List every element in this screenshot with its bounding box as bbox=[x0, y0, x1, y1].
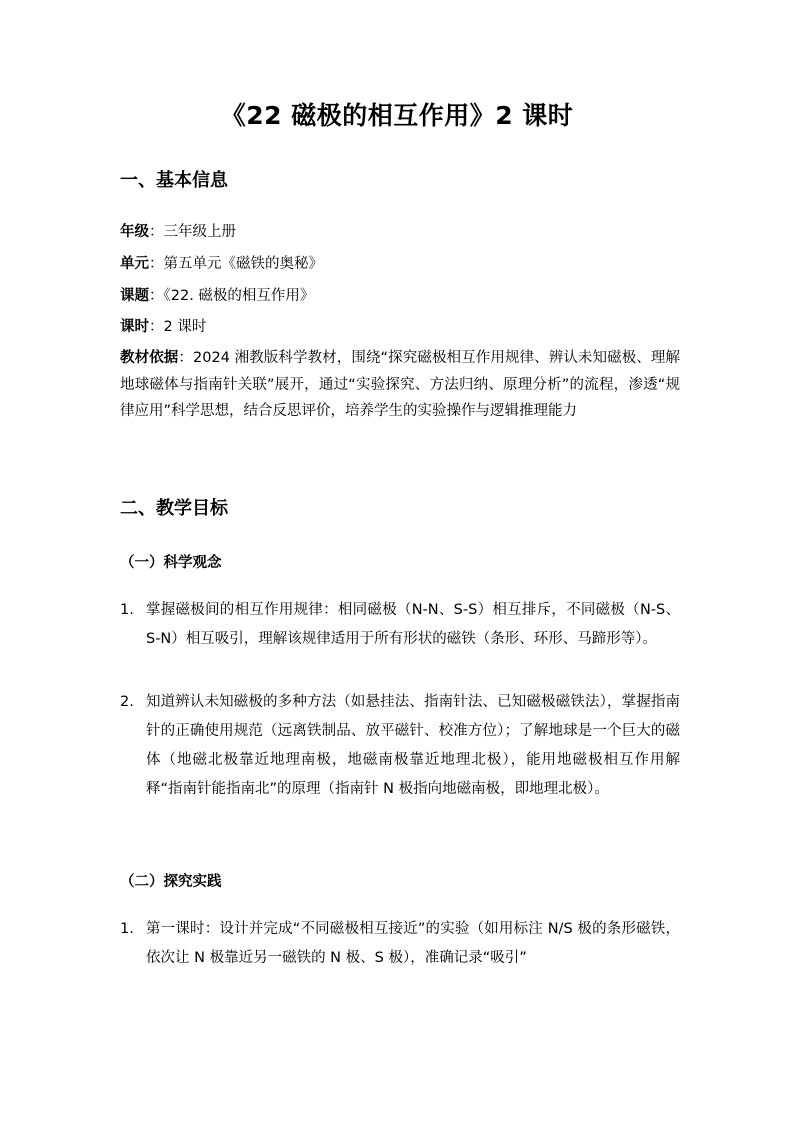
basis-label: 教材依据 bbox=[120, 350, 179, 366]
list-number: 1. bbox=[120, 921, 134, 937]
document-title: 《22 磁极的相互作用》2 课时 bbox=[220, 101, 574, 130]
grade-value: ：三年级上册 bbox=[149, 224, 236, 240]
hours-value: ：2 课时 bbox=[149, 319, 207, 335]
info-topic bbox=[120, 284, 680, 308]
subsection-heading-science-concepts: （一）科学观念 bbox=[120, 555, 222, 571]
list-item-concept-2 bbox=[120, 688, 680, 804]
list-item-concept-1 bbox=[120, 596, 680, 654]
list-number: 2. bbox=[120, 694, 134, 710]
list-text: 掌握磁极间的相互作用规律：相同磁极（N-N、S-S）相互排斥，不同磁极（N-S、S-N）相互吸引，理解该规律适用于所有形状的磁铁（条形、环形、马蹄形等）。 bbox=[146, 602, 680, 647]
section-heading-teaching-goals: 二、教学目标 bbox=[120, 498, 228, 519]
list-number: 1. bbox=[120, 602, 134, 618]
subsection-heading-inquiry-practice: （二）探究实践 bbox=[120, 874, 222, 890]
info-hours bbox=[120, 315, 680, 339]
info-textbook-basis bbox=[120, 345, 680, 425]
unit-value: ：第五单元《磁铁的奥秘》 bbox=[149, 256, 323, 272]
topic-value: ：《22. 磁极的相互作用》 bbox=[149, 288, 315, 304]
grade-label: 年级 bbox=[120, 224, 149, 240]
unit-label: 单元 bbox=[120, 256, 149, 272]
list-item-practice-1 bbox=[120, 915, 680, 973]
section-heading-basic-info: 一、基本信息 bbox=[120, 170, 228, 191]
topic-label: 课题 bbox=[120, 288, 149, 304]
info-grade bbox=[120, 220, 680, 244]
basis-value: ：2024 湘教版科学教材，围绕“探究磁极相互作用规律、辨认未知磁极、理解地球磁体与指南针关联”展开，通过“实验探究、方法归纳、原理分析”的流程，渗透“规律应用”科学思想，结合反思评价，培养学生的实验操作与逻辑推理能力 bbox=[120, 350, 680, 419]
hours-label: 课时 bbox=[120, 319, 149, 335]
info-unit bbox=[120, 252, 680, 276]
list-text: 知道辨认未知磁极的多种方法（如悬挂法、指南针法、已知磁极磁铁法），掌握指南针的正确使用规范（远离铁制品、放平磁针、校准方位）；了解地球是一个巨大的磁体（地磁北极靠近地理南极，地磁南极靠近地理北极），能用地磁极相互作用解释“指南针能指南北”的原理（指南针 N 极指向地磁南极，即地理北极）。 bbox=[146, 694, 680, 797]
list-text: 第一课时：设计并完成“不同磁极相互接近”的实验（如用标注 N/S 极的条形磁铁，依次让 N 极靠近另一磁铁的 N 极、S 极），准确记录“吸引” bbox=[146, 921, 680, 966]
